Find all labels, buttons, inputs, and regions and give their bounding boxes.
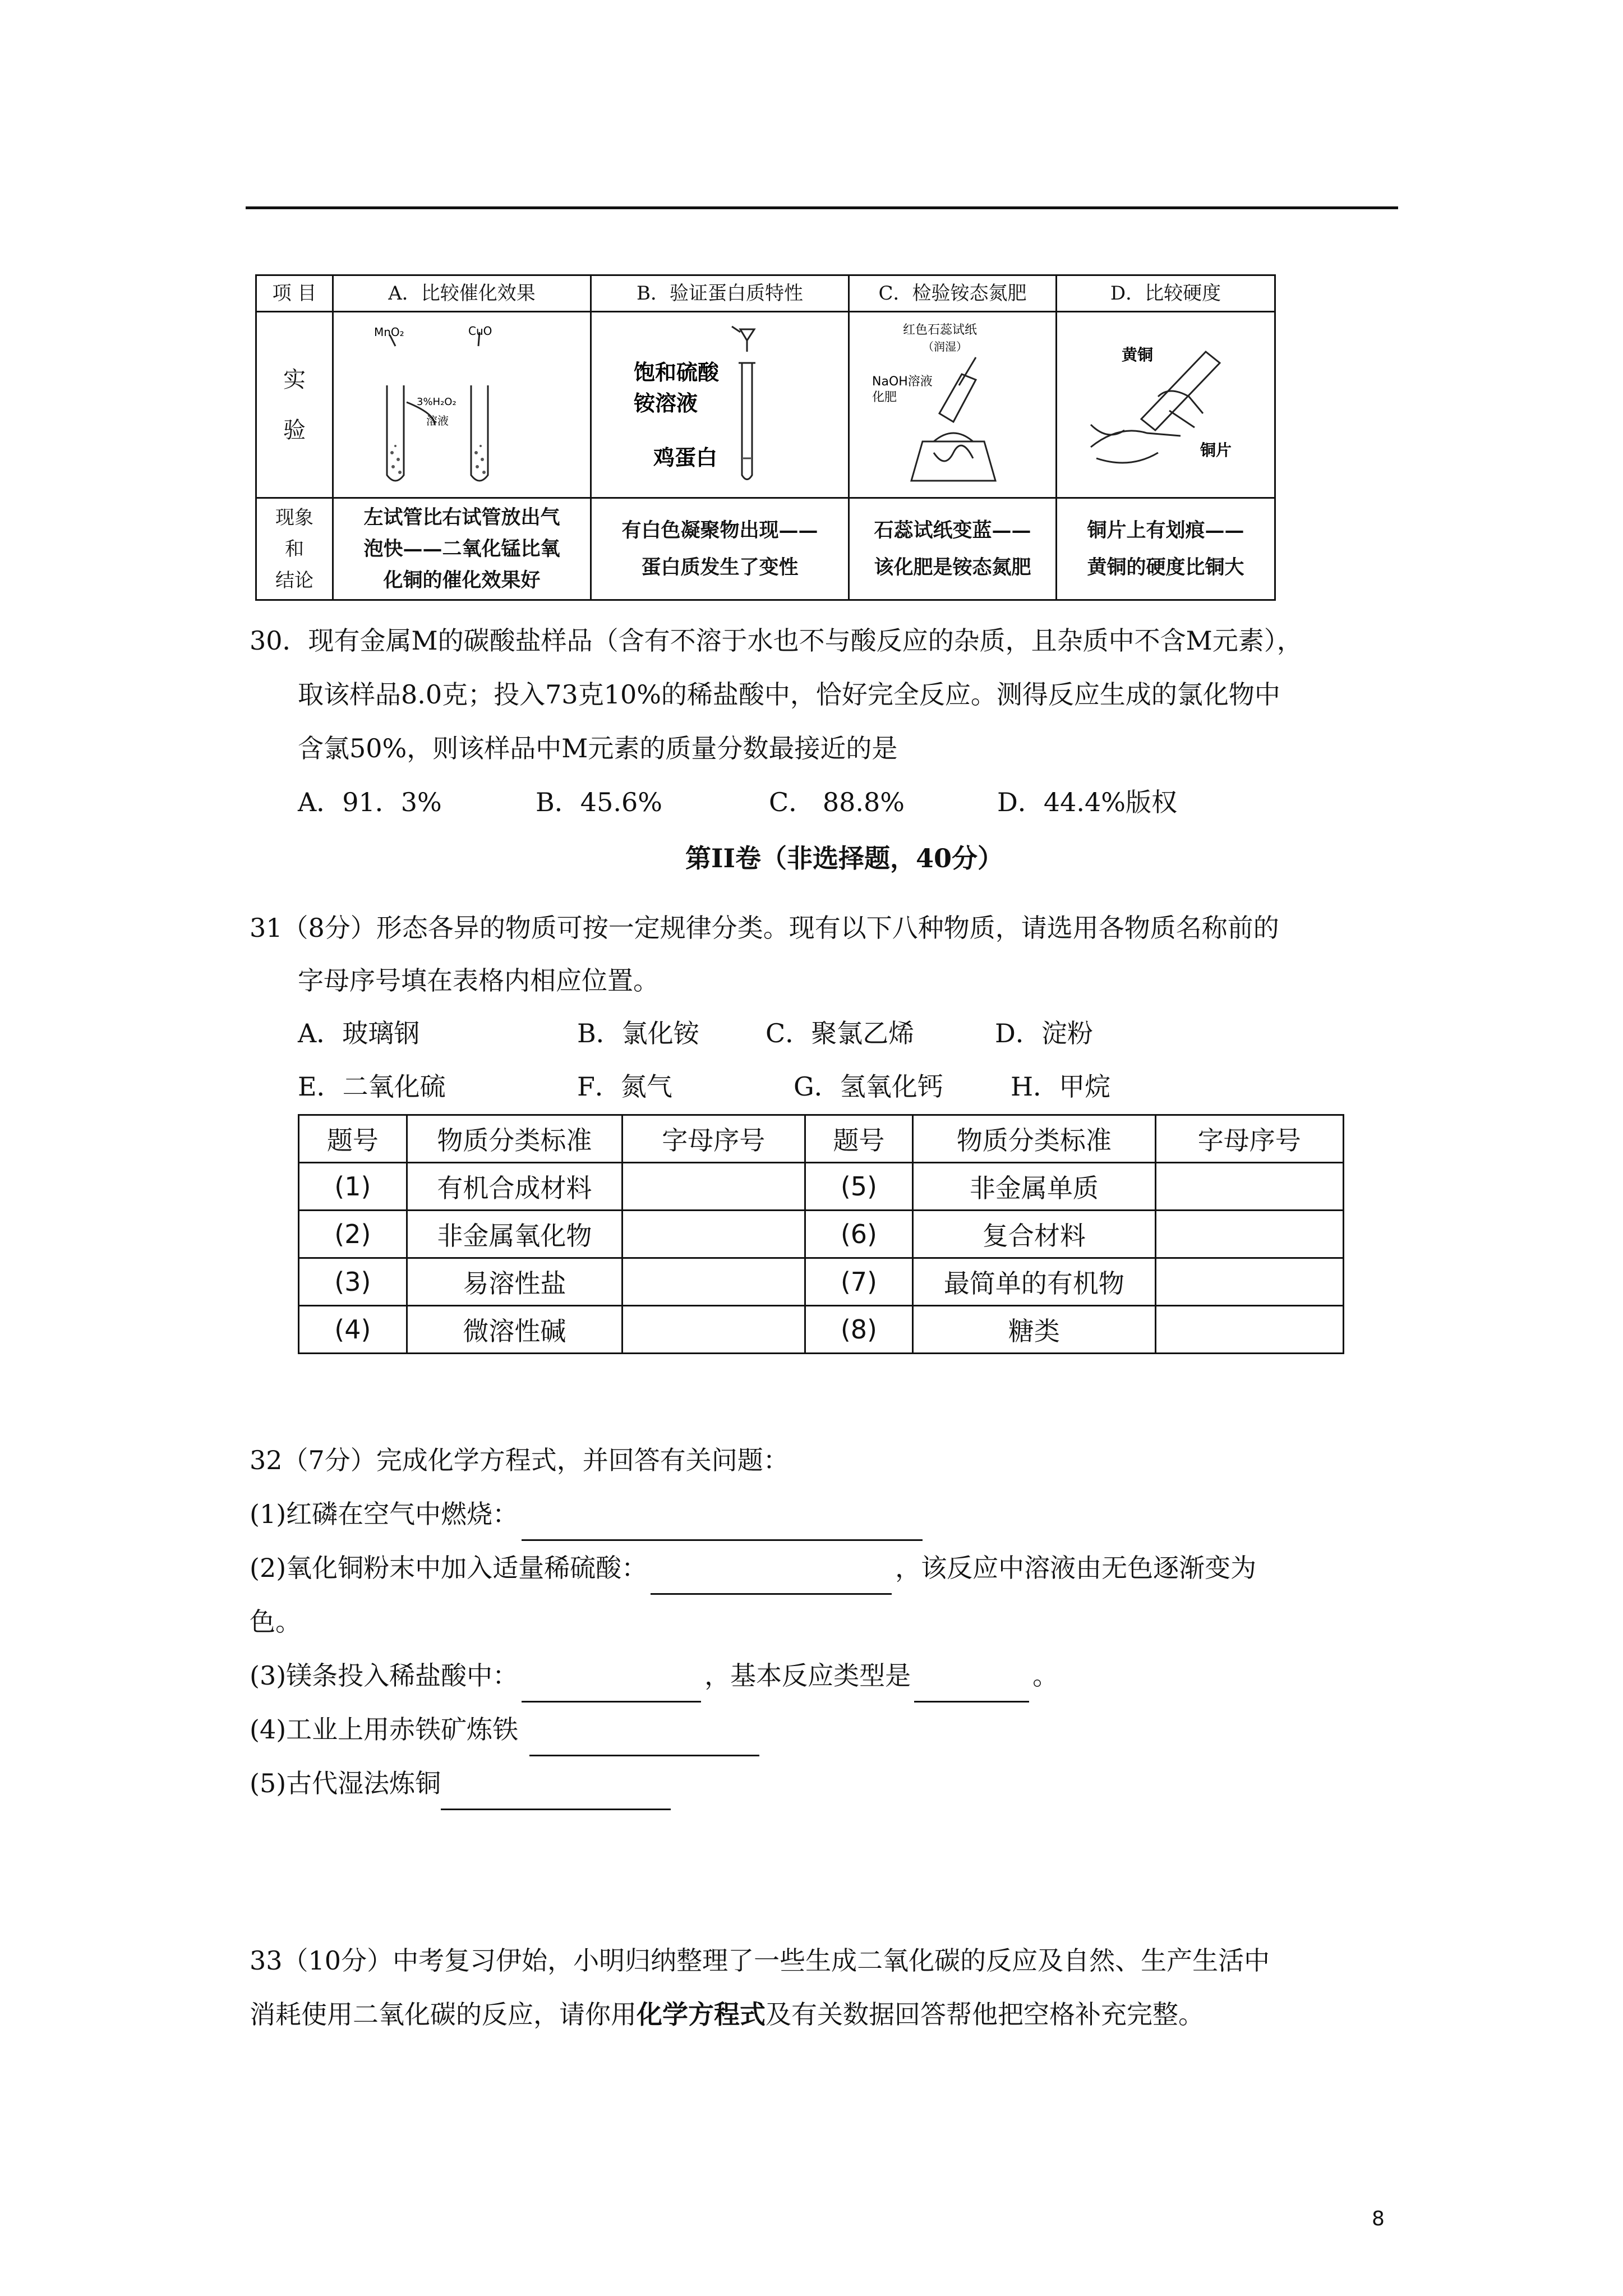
header-rule xyxy=(246,206,1398,209)
conclusion-c: 石蕊试纸变蓝—— 该化肥是铵态氮肥 xyxy=(874,518,1031,579)
classification-standard: 糖类 xyxy=(913,1306,1155,1354)
answer-blank[interactable] xyxy=(1155,1258,1343,1306)
emphasis-chemical-equation: 化学方程式 xyxy=(637,1999,766,2030)
classification-standard: 非金属氧化物 xyxy=(407,1211,622,1258)
q31-line2: 字母序号填在表格内相应位置。 xyxy=(298,965,659,996)
substance-b: B．氯化铵 xyxy=(577,1018,699,1048)
substance-a: A．玻璃钢 xyxy=(298,1018,420,1048)
q32-item5: (5)古代湿法炼铜 xyxy=(250,1756,674,1810)
header-d: D．比较硬度 xyxy=(1110,282,1221,305)
question-number: (6) xyxy=(805,1211,913,1258)
substance-f: F．氮气 xyxy=(577,1071,672,1102)
substance-e: E．二氧化硫 xyxy=(298,1071,446,1102)
header-cell: 字母序号 xyxy=(1155,1115,1343,1163)
label-fertilizer: 化肥 xyxy=(872,390,897,404)
label-cuo: CuO xyxy=(468,324,492,338)
answer-blank[interactable] xyxy=(623,1306,805,1354)
classification-standard: 微溶性碱 xyxy=(407,1306,622,1354)
q30-option-a: A．91．3% xyxy=(298,787,442,817)
answer-blank[interactable] xyxy=(623,1258,805,1306)
q32-item2: (2)氧化铜粉末中加入适量稀硫酸： ，该反应中溶液由无色逐渐变为 xyxy=(250,1541,1256,1595)
catalysis-test-tubes-figure xyxy=(334,312,590,497)
answer-blank[interactable] xyxy=(1155,1211,1343,1258)
classification-standard: 最简单的有机物 xyxy=(913,1258,1155,1306)
conclusion-a: 左试管比右试管放出气 泡快——二氧化锰比氧 化铜的催化效果好 xyxy=(363,505,560,592)
experiment-table xyxy=(255,274,1276,601)
q30-line3: 含氯50%，则该样品中M元素的质量分数最接近的是 xyxy=(298,733,898,763)
conclusion-b: 有白色凝聚物出现—— 蛋白质发生了变性 xyxy=(621,518,818,579)
q33-line1: 33（10分）中考复习伊始，小明归纳整理了一些生成二氧化碳的反应及自然、生产生活中 xyxy=(250,1945,1270,1976)
row-label-conclusion: 现象 和 结论 xyxy=(275,506,313,592)
label-litmus-2: （润湿） xyxy=(923,340,967,353)
table-row xyxy=(299,1163,1344,1211)
question-number: (8) xyxy=(805,1306,913,1354)
header-cell: 物质分类标准 xyxy=(407,1115,622,1163)
answer-blank-2[interactable] xyxy=(651,1562,892,1595)
label-ammonium-sulfate-2: 铵溶液 xyxy=(634,390,698,416)
header-a: A．比较催化效果 xyxy=(388,282,536,305)
conclusion-d: 铜片上有划痕—— 黄铜的硬度比铜大 xyxy=(1087,518,1244,579)
q32-intro: 32（7分）完成化学方程式，并回答有关问题： xyxy=(250,1445,789,1475)
header-cell: 题号 xyxy=(805,1115,913,1163)
table-row xyxy=(299,1306,1344,1354)
answer-blank-4[interactable] xyxy=(529,1723,759,1756)
answer-blank-3a[interactable] xyxy=(522,1669,701,1703)
answer-blank-5[interactable] xyxy=(441,1777,671,1810)
classification-standard: 有机合成材料 xyxy=(407,1163,622,1211)
question-number: (2) xyxy=(299,1211,407,1258)
q31-line1: 31（8分）形态各异的物质可按一定规律分类。现有以下八种物质，请选用各物质名称前的 xyxy=(250,913,1279,943)
substance-c: C．聚氯乙烯 xyxy=(766,1018,915,1048)
label-mno2: MnO₂ xyxy=(374,325,404,339)
q33-line2: 消耗使用二氧化碳的反应，请你用化学方程式及有关数据回答帮他把空格补充完整。 xyxy=(250,1999,1204,2030)
q32-item2-end: 色。 xyxy=(250,1607,301,1637)
hardness-test-figure xyxy=(1057,312,1274,497)
q30-option-d: D．44.4%版权 xyxy=(997,787,1178,817)
section-title: 第II卷（非选择题，40分） xyxy=(685,843,1004,873)
answer-blank[interactable] xyxy=(1155,1306,1343,1354)
label-copper-sheet: 铜片 xyxy=(1200,441,1232,459)
question-number: (4) xyxy=(299,1306,407,1354)
answer-blank-3b[interactable] xyxy=(914,1669,1029,1703)
q30-line2: 取该样品8.0克；投入73克10%的稀盐酸中，恰好完全反应。测得反应生成的氯化物中 xyxy=(298,679,1280,710)
q32-item4: (4)工业上用赤铁矿炼铁 xyxy=(250,1703,763,1756)
label-brass: 黄铜 xyxy=(1122,346,1154,364)
q30-line1: 30．现有金属M的碳酸盐样品（含有不溶于水也不与酸反应的杂质，且杂质中不含M元素）， xyxy=(250,625,1303,656)
header-cell: 字母序号 xyxy=(623,1115,805,1163)
q32-item3: (3)镁条投入稀盐酸中： ，基本反应类型是 。 xyxy=(250,1649,1058,1703)
label-h2o2: 3%H₂O₂ xyxy=(417,396,457,408)
substance-h: H．甲烷 xyxy=(1011,1071,1111,1102)
label-litmus-1: 红色石蕊试纸 xyxy=(903,323,978,337)
header-cell: 题号 xyxy=(299,1115,407,1163)
classification-standard: 易溶性盐 xyxy=(407,1258,622,1306)
classification-standard: 非金属单质 xyxy=(913,1163,1155,1211)
question-number: (7) xyxy=(805,1258,913,1306)
q30-option-b: B．45.6% xyxy=(536,787,662,817)
q30-option-c: C． 88.8% xyxy=(769,787,905,817)
answer-blank-1[interactable] xyxy=(522,1508,923,1541)
answer-blank[interactable] xyxy=(1155,1163,1343,1211)
q32-item1: (1)红磷在空气中燃烧： xyxy=(250,1487,926,1541)
label-egg-white: 鸡蛋白 xyxy=(653,445,718,470)
answer-blank[interactable] xyxy=(623,1163,805,1211)
header-c: C．检验铵态氮肥 xyxy=(878,282,1027,305)
classification-standard: 复合材料 xyxy=(913,1211,1155,1258)
table-row xyxy=(299,1211,1344,1258)
header-item: 项 目 xyxy=(272,282,317,305)
substance-d: D．淀粉 xyxy=(995,1018,1093,1048)
answer-blank[interactable] xyxy=(623,1211,805,1258)
label-naoh: NaOH溶液 xyxy=(872,375,933,389)
protein-test-figure xyxy=(592,312,848,497)
row-label-experiment: 实 验 xyxy=(283,366,306,443)
page-number: 8 xyxy=(1372,2207,1385,2230)
substance-g: G．氢氧化钙 xyxy=(794,1071,943,1102)
question-number: (5) xyxy=(805,1163,913,1211)
classification-table xyxy=(298,1114,1344,1354)
label-solution: 溶液 xyxy=(426,414,449,427)
question-number: (3) xyxy=(299,1258,407,1306)
table-header-row xyxy=(299,1115,1344,1163)
header-b: B．验证蛋白质特性 xyxy=(637,282,803,305)
label-ammonium-sulfate-1: 饱和硫酸 xyxy=(634,360,720,385)
ammonium-test-figure xyxy=(850,312,1055,497)
question-number: (1) xyxy=(299,1163,407,1211)
header-cell: 物质分类标准 xyxy=(913,1115,1155,1163)
table-row xyxy=(299,1258,1344,1306)
